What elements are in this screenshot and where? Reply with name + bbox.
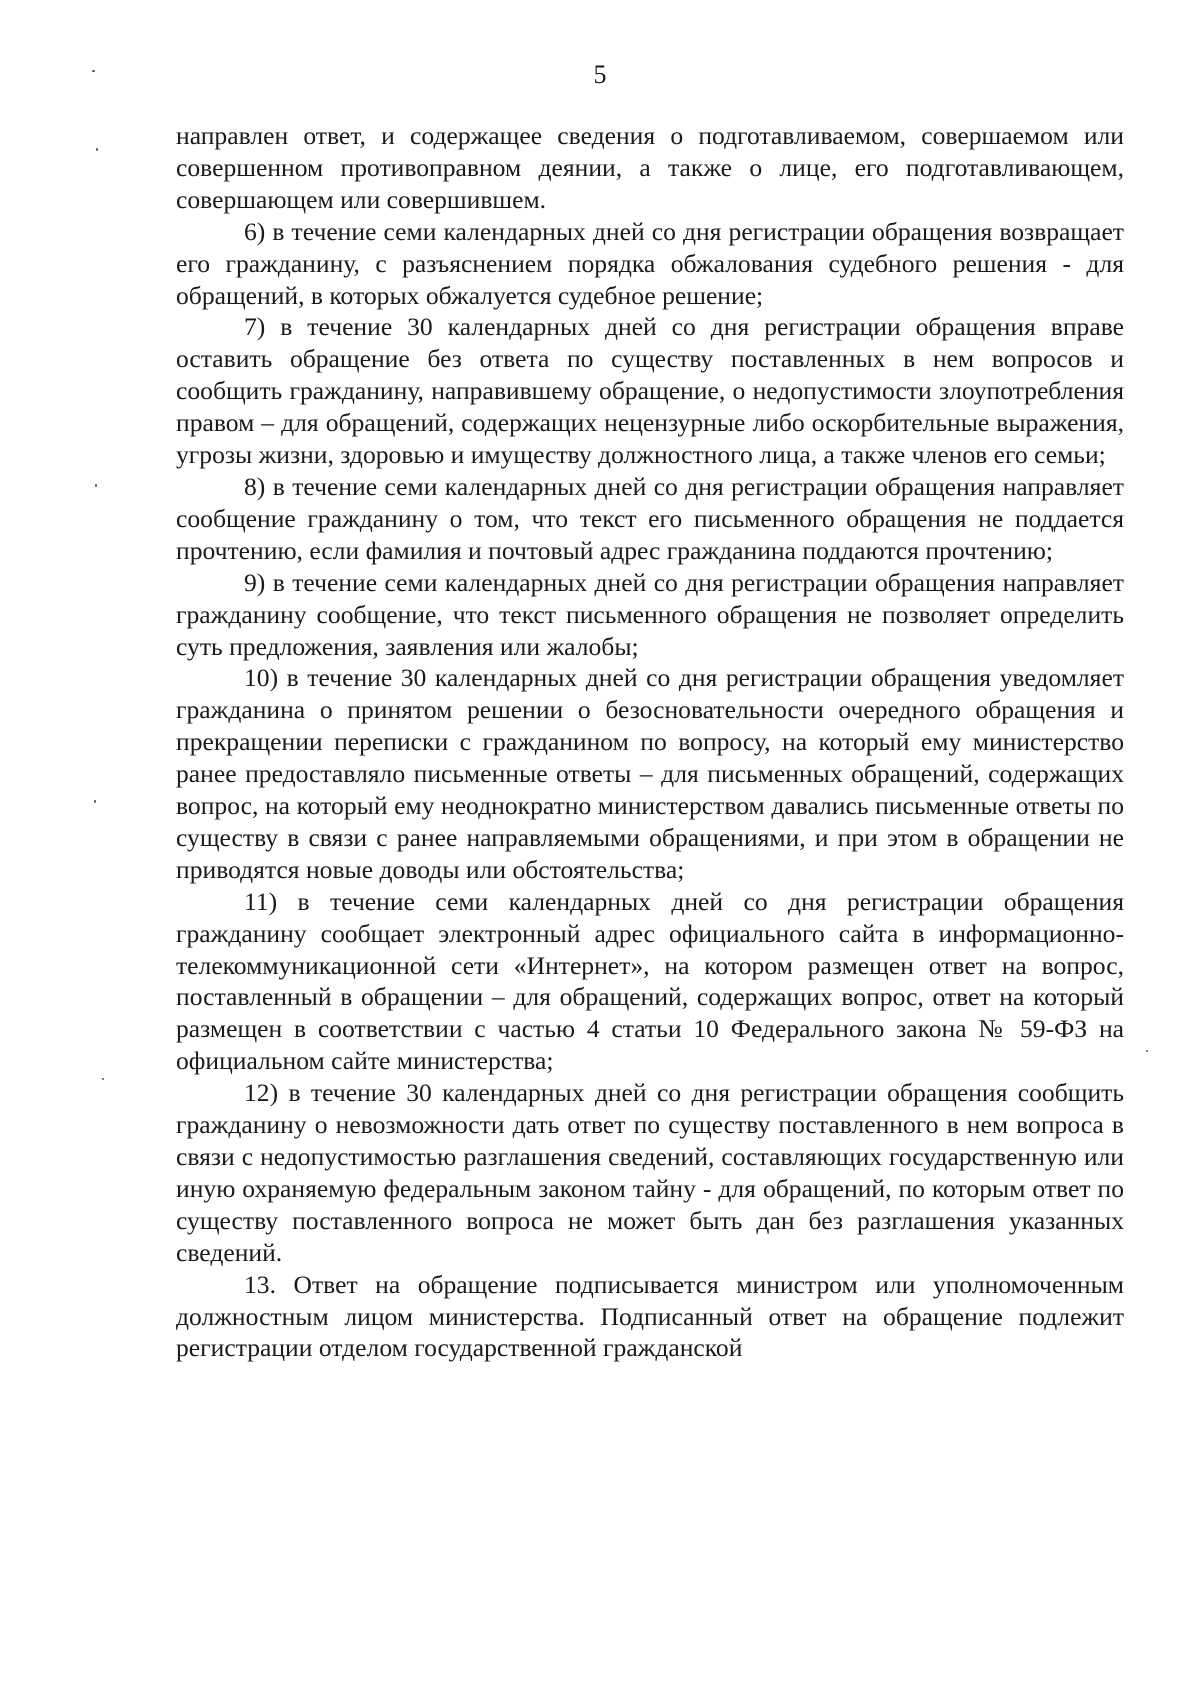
scan-speck <box>1146 1050 1148 1052</box>
scan-speck <box>94 800 96 803</box>
paragraph-continuation: направлен ответ, и содержащее сведения о подготавливаемом, совершаемом или совершенном противоправном деянии, а также о лице, его подготавливающем, совершающем или совершившем. <box>176 121 1124 214</box>
page-number: 5 <box>593 60 607 89</box>
paragraph-section-13: 13. Ответ на обращение подписывается министром или уполномоченным должностным лицом министерства. Подписанный ответ на обращение подлежит регистрации отделом государственной гражданской <box>176 1269 1124 1363</box>
paragraph-item-8: 8) в течение семи календарных дней со дня регистрации обращения направляет сообщение гражданину о том, что текст его письменного обращения не поддается прочтению, если фамилия и почтовый адрес гражданина поддаются прочтению; <box>176 471 1124 565</box>
paragraph-item-6: 6) в течение семи календарных дней со дня регистрации обращения возвращает его гражданину, с разъяснением порядка обжалования судебного решения - для обращений, в которых обжалуется судебное решение; <box>176 216 1124 310</box>
paragraph-item-7: 7) в течение 30 календарных дней со дня регистрации обращения вправе оставить обращение без ответа по существу поставленных в нем вопросов и сообщить гражданину, направившему обращение, о недопустимости злоупотребления правом – для обращений, содержащих нецензурные либо оскорбительные выражения, угрозы жизни, здоровью и имуществу должностного лица, а также членов его семьи; <box>176 312 1124 470</box>
scan-speck <box>96 148 98 151</box>
document-body <box>176 120 1124 1364</box>
scan-speck <box>95 484 97 487</box>
paragraph-item-11: 11) в течение семи календарных дней со дня регистрации обращения гражданину сообщает электронный адрес официального сайта в информационно-телекоммуникационной сети «Интернет», на котором размещен ответ на вопрос, поставленный в обращении – для обращений, содержащих вопрос, ответ на который размещен в соответствии с частью 4 статьи 10 Федерального закона № 59-ФЗ на официальном сайте министерства; <box>176 886 1124 1076</box>
paragraph-item-9: 9) в течение семи календарных дней со дня регистрации обращения направляет гражданину сообщение, что текст письменного обращения не позволяет определить суть предложения, заявления или жалобы; <box>176 567 1124 661</box>
scan-speck <box>92 70 95 72</box>
paragraph-item-10: 10) в течение 30 календарных дней со дня регистрации обращения уведомляет гражданина о принятом решении о безосновательности очередного обращения и прекращении переписки с гражданином по вопросу, на который ему министерство ранее предоставляло письменные ответы – для письменных обращений, содержащих вопрос, на который ему неоднократно министерством давались письменные ответы по существу в связи с ранее направляемыми обращениями, и при этом в обращении не приводятся новые доводы или обстоятельства; <box>176 663 1124 884</box>
paragraph-item-12: 12) в течение 30 календарных дней со дня регистрации обращения сообщить гражданину о невозможности дать ответ по существу поставленного в нем вопроса в связи с недопустимостью разглашения сведений, составляющих государственную или иную охраняемую федеральным законом тайну - для обращений, по которым ответ по существу поставленного вопроса не может быть дан без разглашения указанных сведений. <box>176 1078 1124 1267</box>
scan-speck <box>102 1078 104 1080</box>
